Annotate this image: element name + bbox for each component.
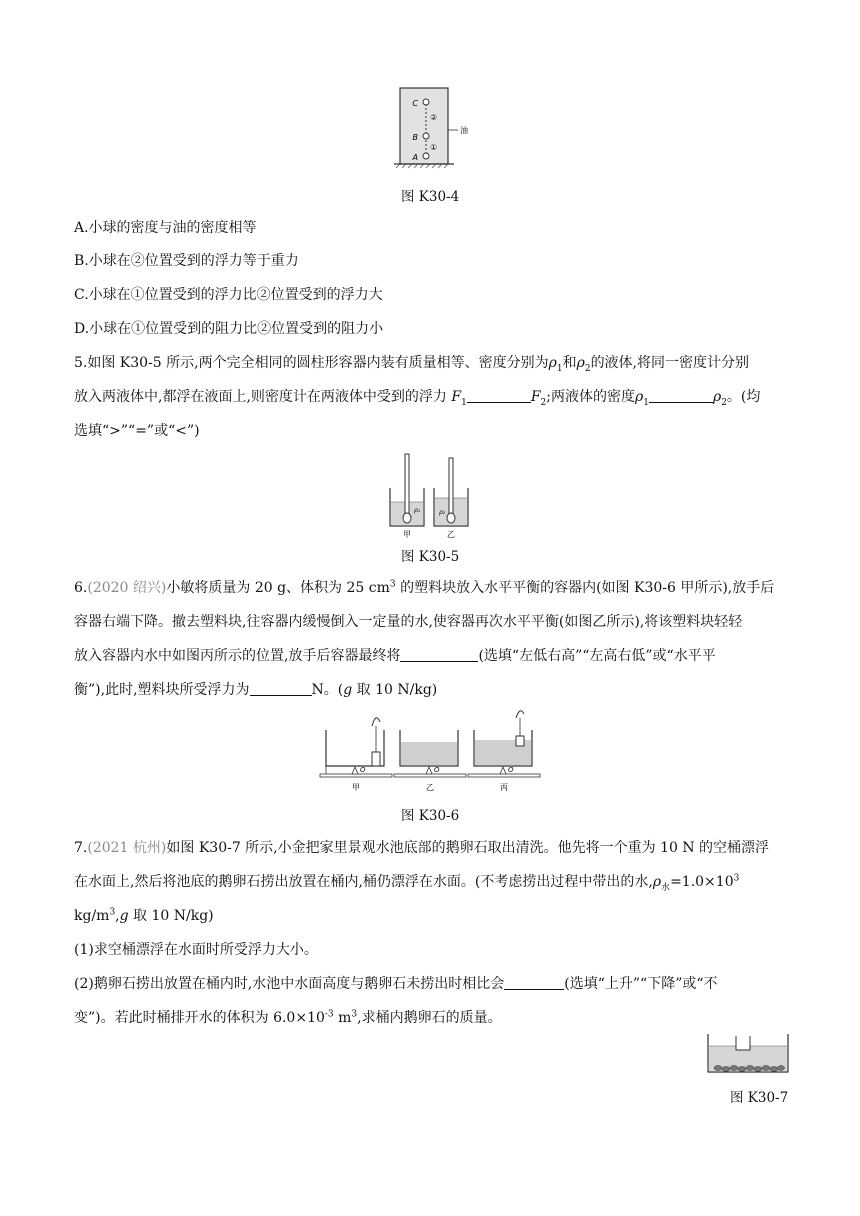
q6-line-1: 6.(2020 绍兴)小敏将质量为 20 g、体积为 25 $cm^3$ 的塑料块放入水平平衡的容器内(如图 K30-6 甲所示),放手后 <box>74 579 775 596</box>
q6-line-2: 容器右端下降。撤去塑料块,往容器内缓慢倒入一定量的水,使容器再次水平平衡(如图乙所示),将该塑料块轻轻 <box>74 614 743 630</box>
q7-line-1: 7.(2021 杭州)如图 K30-7 所示,小金把家里景观水池底部的鹅卵石取出清洗。他先将一个重为 10 N 的空桶漂浮 <box>74 840 770 856</box>
label-bing: 丙 <box>500 783 508 792</box>
svg-text:ρ₁: ρ₁ <box>414 507 421 514</box>
svg-text:O: O <box>434 766 440 774</box>
label-yi: 乙 <box>426 783 434 792</box>
q7-part-2-cont: 变”)。若此时桶排开水的体积为 $6.0\times 10^{-3}$ $m^3$,求桶内鹅卵石的质量。 <box>74 1009 502 1026</box>
q5-line-3: 选填“>”“=”或“<”) <box>74 423 200 439</box>
figure-k30-6-caption: 图 K30-6 <box>401 808 460 824</box>
svg-text:O: O <box>508 766 514 774</box>
q6-line-3: 放入容器内水中如图丙所示的位置,放手后容器最终将 (选填“左低右高”“左高右低”或“水平平 <box>74 648 716 664</box>
label-jia: 甲 <box>403 530 411 539</box>
figure-k30-5-caption: 图 K30-5 <box>401 549 460 565</box>
q5-line-2: 放入两液体中,都浮在液面上,则密度计在两液体中受到的浮力 $F_1$ $F_2$;两液体的密度$\rho_1$ $\rho_2$。(均 <box>74 389 761 408</box>
answer-blank[interactable] <box>400 661 478 662</box>
source-tag: (2021 杭州) <box>87 840 167 856</box>
answer-blank[interactable] <box>467 402 531 403</box>
svg-text:ρ₂: ρ₂ <box>439 509 446 516</box>
q6-line-4: 衡”),此时,塑料块所受浮力为 N。(g 取 10 N/kg) <box>74 682 438 698</box>
option-d: D.小球在①位置受到的阻力比②位置受到的阻力小 <box>74 321 384 337</box>
figure-k30-7-caption: 图 K30-7 <box>730 1090 789 1106</box>
label-b: B <box>412 133 418 142</box>
q7-part-1: (1)求空桶漂浮在水面时所受浮力大小。 <box>74 942 318 958</box>
q7-line-2: 在水面上,然后将池底的鹅卵石捞出放置在桶内,桶仍漂浮在水面。(不考虑捞出过程中带出的水$,\rho_水=1.0\times 10^3$ <box>74 873 740 893</box>
answer-blank[interactable] <box>649 402 713 403</box>
q7-part-2: (2)鹅卵石捞出放置在桶内时,水池中水面高度与鹅卵石未捞出时相比会 (选填“上升”“下降”或“不 <box>74 976 718 992</box>
option-c: C.小球在①位置受到的浮力比②位置受到的浮力大 <box>74 287 383 303</box>
option-a: A.小球的密度与油的密度相等 <box>74 220 257 236</box>
source-tag: (2020 绍兴) <box>87 580 167 596</box>
label-a: A <box>412 153 418 162</box>
label-c: C <box>412 99 418 108</box>
figure-k30-5 <box>384 452 474 540</box>
label-position-1: ① <box>430 143 438 152</box>
svg-text:O: O <box>360 766 366 774</box>
answer-blank[interactable] <box>504 989 564 990</box>
label-yi: 乙 <box>447 530 455 539</box>
figure-k30-4-caption: 图 K30-4 <box>401 189 460 205</box>
q5-line-1: 5.如图 K30-5 所示,两个完全相同的圆柱形容器内装有质量相等、密度分别为$\rho_1$和$\rho_2$的液体,将同一密度计分别 <box>74 355 750 374</box>
label-jia: 甲 <box>352 783 360 792</box>
q7-line-3: $kg/m^3,g$ 取 10 N/kg) <box>74 907 214 924</box>
option-b: B.小球在②位置受到的浮力等于重力 <box>74 253 299 269</box>
figure-k30-7 <box>704 1028 792 1076</box>
figure-k30-4 <box>392 84 492 170</box>
figure-k30-6 <box>318 706 544 794</box>
answer-blank[interactable] <box>250 695 312 696</box>
label-position-2: ② <box>430 113 438 122</box>
label-oil: 油 <box>460 126 468 135</box>
